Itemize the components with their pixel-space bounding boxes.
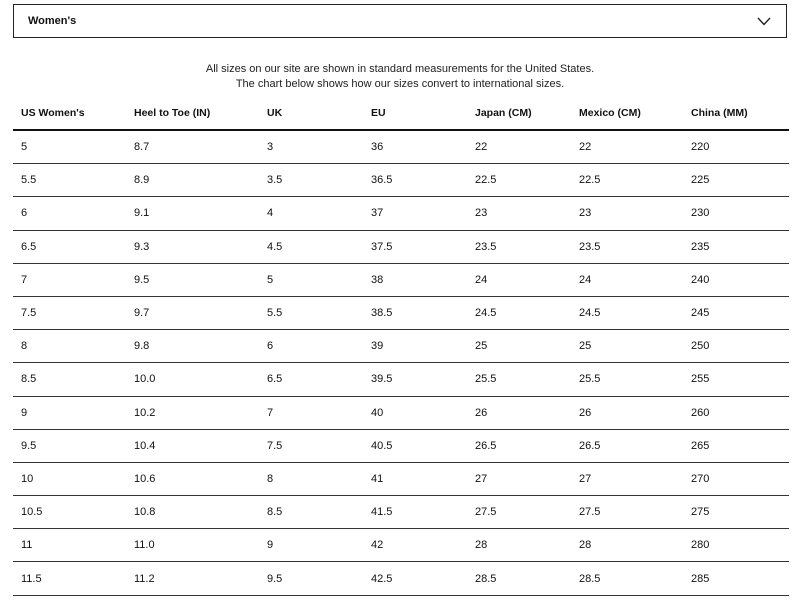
table-row — [13, 529, 789, 562]
table-cell: 36.5 — [363, 164, 467, 197]
table-cell: 27 — [467, 462, 571, 495]
table-header-row — [13, 97, 789, 130]
table-cell: 5.5 — [13, 164, 126, 197]
table-cell: 9 — [13, 396, 126, 429]
column-header: Heel to Toe (IN) — [126, 97, 259, 130]
table-cell: 10.4 — [126, 429, 259, 462]
table-cell: 40.5 — [363, 429, 467, 462]
table-cell: 28 — [467, 529, 571, 562]
table-cell: 7 — [259, 396, 363, 429]
table-cell: 41 — [363, 462, 467, 495]
table-cell: 23.5 — [571, 230, 683, 263]
column-header: Japan (CM) — [467, 97, 571, 130]
table-cell: 6.5 — [13, 230, 126, 263]
table-cell: 3 — [259, 130, 363, 164]
table-cell: 22.5 — [571, 164, 683, 197]
table-row — [13, 230, 789, 263]
table-row — [13, 496, 789, 529]
table-cell: 265 — [683, 429, 789, 462]
table-cell: 26.5 — [467, 429, 571, 462]
table-cell: 230 — [683, 197, 789, 230]
table-cell: 40 — [363, 396, 467, 429]
table-cell: 7.5 — [259, 429, 363, 462]
table-cell: 23 — [467, 197, 571, 230]
table-cell: 37 — [363, 197, 467, 230]
column-header: UK — [259, 97, 363, 130]
table-cell: 25.5 — [571, 363, 683, 396]
column-header: US Women's — [13, 97, 126, 130]
table-cell: 23.5 — [467, 230, 571, 263]
table-cell: 6 — [13, 197, 126, 230]
column-header: Mexico (CM) — [571, 97, 683, 130]
table-row — [13, 363, 789, 396]
table-cell: 25.5 — [467, 363, 571, 396]
size-conversion-table — [13, 97, 789, 596]
table-cell: 240 — [683, 263, 789, 296]
table-cell: 10.5 — [13, 496, 126, 529]
table-cell: 9 — [259, 529, 363, 562]
table-cell: 24.5 — [467, 296, 571, 329]
table-cell: 22 — [571, 130, 683, 164]
table-cell: 28.5 — [467, 562, 571, 595]
table-cell: 8 — [13, 330, 126, 363]
table-cell: 25 — [467, 330, 571, 363]
table-cell: 27.5 — [571, 496, 683, 529]
table-cell: 5.5 — [259, 296, 363, 329]
table-cell: 280 — [683, 529, 789, 562]
table-cell: 38.5 — [363, 296, 467, 329]
table-cell: 235 — [683, 230, 789, 263]
table-cell: 270 — [683, 462, 789, 495]
table-cell: 7.5 — [13, 296, 126, 329]
table-row — [13, 130, 789, 164]
table-cell: 42 — [363, 529, 467, 562]
table-cell: 37.5 — [363, 230, 467, 263]
table-cell: 5 — [13, 130, 126, 164]
table-cell: 10.8 — [126, 496, 259, 529]
table-cell: 8 — [259, 462, 363, 495]
table-cell: 28 — [571, 529, 683, 562]
size-category-selected: Women's — [28, 15, 77, 27]
table-cell: 245 — [683, 296, 789, 329]
table-cell: 11 — [13, 529, 126, 562]
table-cell: 10.6 — [126, 462, 259, 495]
table-row — [13, 562, 789, 595]
table-row — [13, 164, 789, 197]
table-cell: 26.5 — [571, 429, 683, 462]
size-category-dropdown[interactable] — [13, 4, 787, 38]
table-cell: 27.5 — [467, 496, 571, 529]
table-cell: 9.3 — [126, 230, 259, 263]
table-cell: 250 — [683, 330, 789, 363]
table-body — [13, 130, 789, 595]
table-cell: 25 — [571, 330, 683, 363]
table-cell: 36 — [363, 130, 467, 164]
table-cell: 8.5 — [259, 496, 363, 529]
intro-line-2: The chart below shows how our sizes convert to international sizes. — [235, 78, 565, 90]
table-cell: 28.5 — [571, 562, 683, 595]
table-cell: 5 — [259, 263, 363, 296]
table-row — [13, 462, 789, 495]
table-cell: 11.0 — [126, 529, 259, 562]
table-cell: 260 — [683, 396, 789, 429]
table-row — [13, 396, 789, 429]
table-cell: 9.7 — [126, 296, 259, 329]
table-cell: 11.5 — [13, 562, 126, 595]
table-cell: 10.0 — [126, 363, 259, 396]
table-cell: 225 — [683, 164, 789, 197]
table-cell: 10 — [13, 462, 126, 495]
table-cell: 22.5 — [467, 164, 571, 197]
intro-line-1: All sizes on our site are shown in standard measurements for the United States. — [205, 63, 595, 75]
table-cell: 10.2 — [126, 396, 259, 429]
table-cell: 255 — [683, 363, 789, 396]
table-cell: 7 — [13, 263, 126, 296]
table-cell: 4.5 — [259, 230, 363, 263]
table-cell: 275 — [683, 496, 789, 529]
table-cell: 22 — [467, 130, 571, 164]
table-cell: 42.5 — [363, 562, 467, 595]
table-row — [13, 263, 789, 296]
table-cell: 11.2 — [126, 562, 259, 595]
table-cell: 285 — [683, 562, 789, 595]
column-header: China (MM) — [683, 97, 789, 130]
chevron-down-icon[interactable] — [756, 13, 772, 29]
table-row — [13, 296, 789, 329]
table-cell: 24 — [467, 263, 571, 296]
table-cell: 9.5 — [126, 263, 259, 296]
table-cell: 3.5 — [259, 164, 363, 197]
table-cell: 4 — [259, 197, 363, 230]
table-cell: 39 — [363, 330, 467, 363]
table-cell: 6.5 — [259, 363, 363, 396]
table-cell: 9.8 — [126, 330, 259, 363]
table-row — [13, 330, 789, 363]
table-row — [13, 197, 789, 230]
table-cell: 9.5 — [259, 562, 363, 595]
table-cell: 38 — [363, 263, 467, 296]
table-cell: 23 — [571, 197, 683, 230]
size-chart-intro — [0, 62, 800, 92]
table-cell: 26 — [467, 396, 571, 429]
table-cell: 8.9 — [126, 164, 259, 197]
table-cell: 24 — [571, 263, 683, 296]
table-cell: 8.7 — [126, 130, 259, 164]
table-cell: 24.5 — [571, 296, 683, 329]
table-cell: 6 — [259, 330, 363, 363]
table-row — [13, 429, 789, 462]
table-cell: 41.5 — [363, 496, 467, 529]
column-header: EU — [363, 97, 467, 130]
table-cell: 39.5 — [363, 363, 467, 396]
table-cell: 26 — [571, 396, 683, 429]
table-cell: 9.5 — [13, 429, 126, 462]
table-cell: 27 — [571, 462, 683, 495]
table-cell: 220 — [683, 130, 789, 164]
table-cell: 9.1 — [126, 197, 259, 230]
table-cell: 8.5 — [13, 363, 126, 396]
